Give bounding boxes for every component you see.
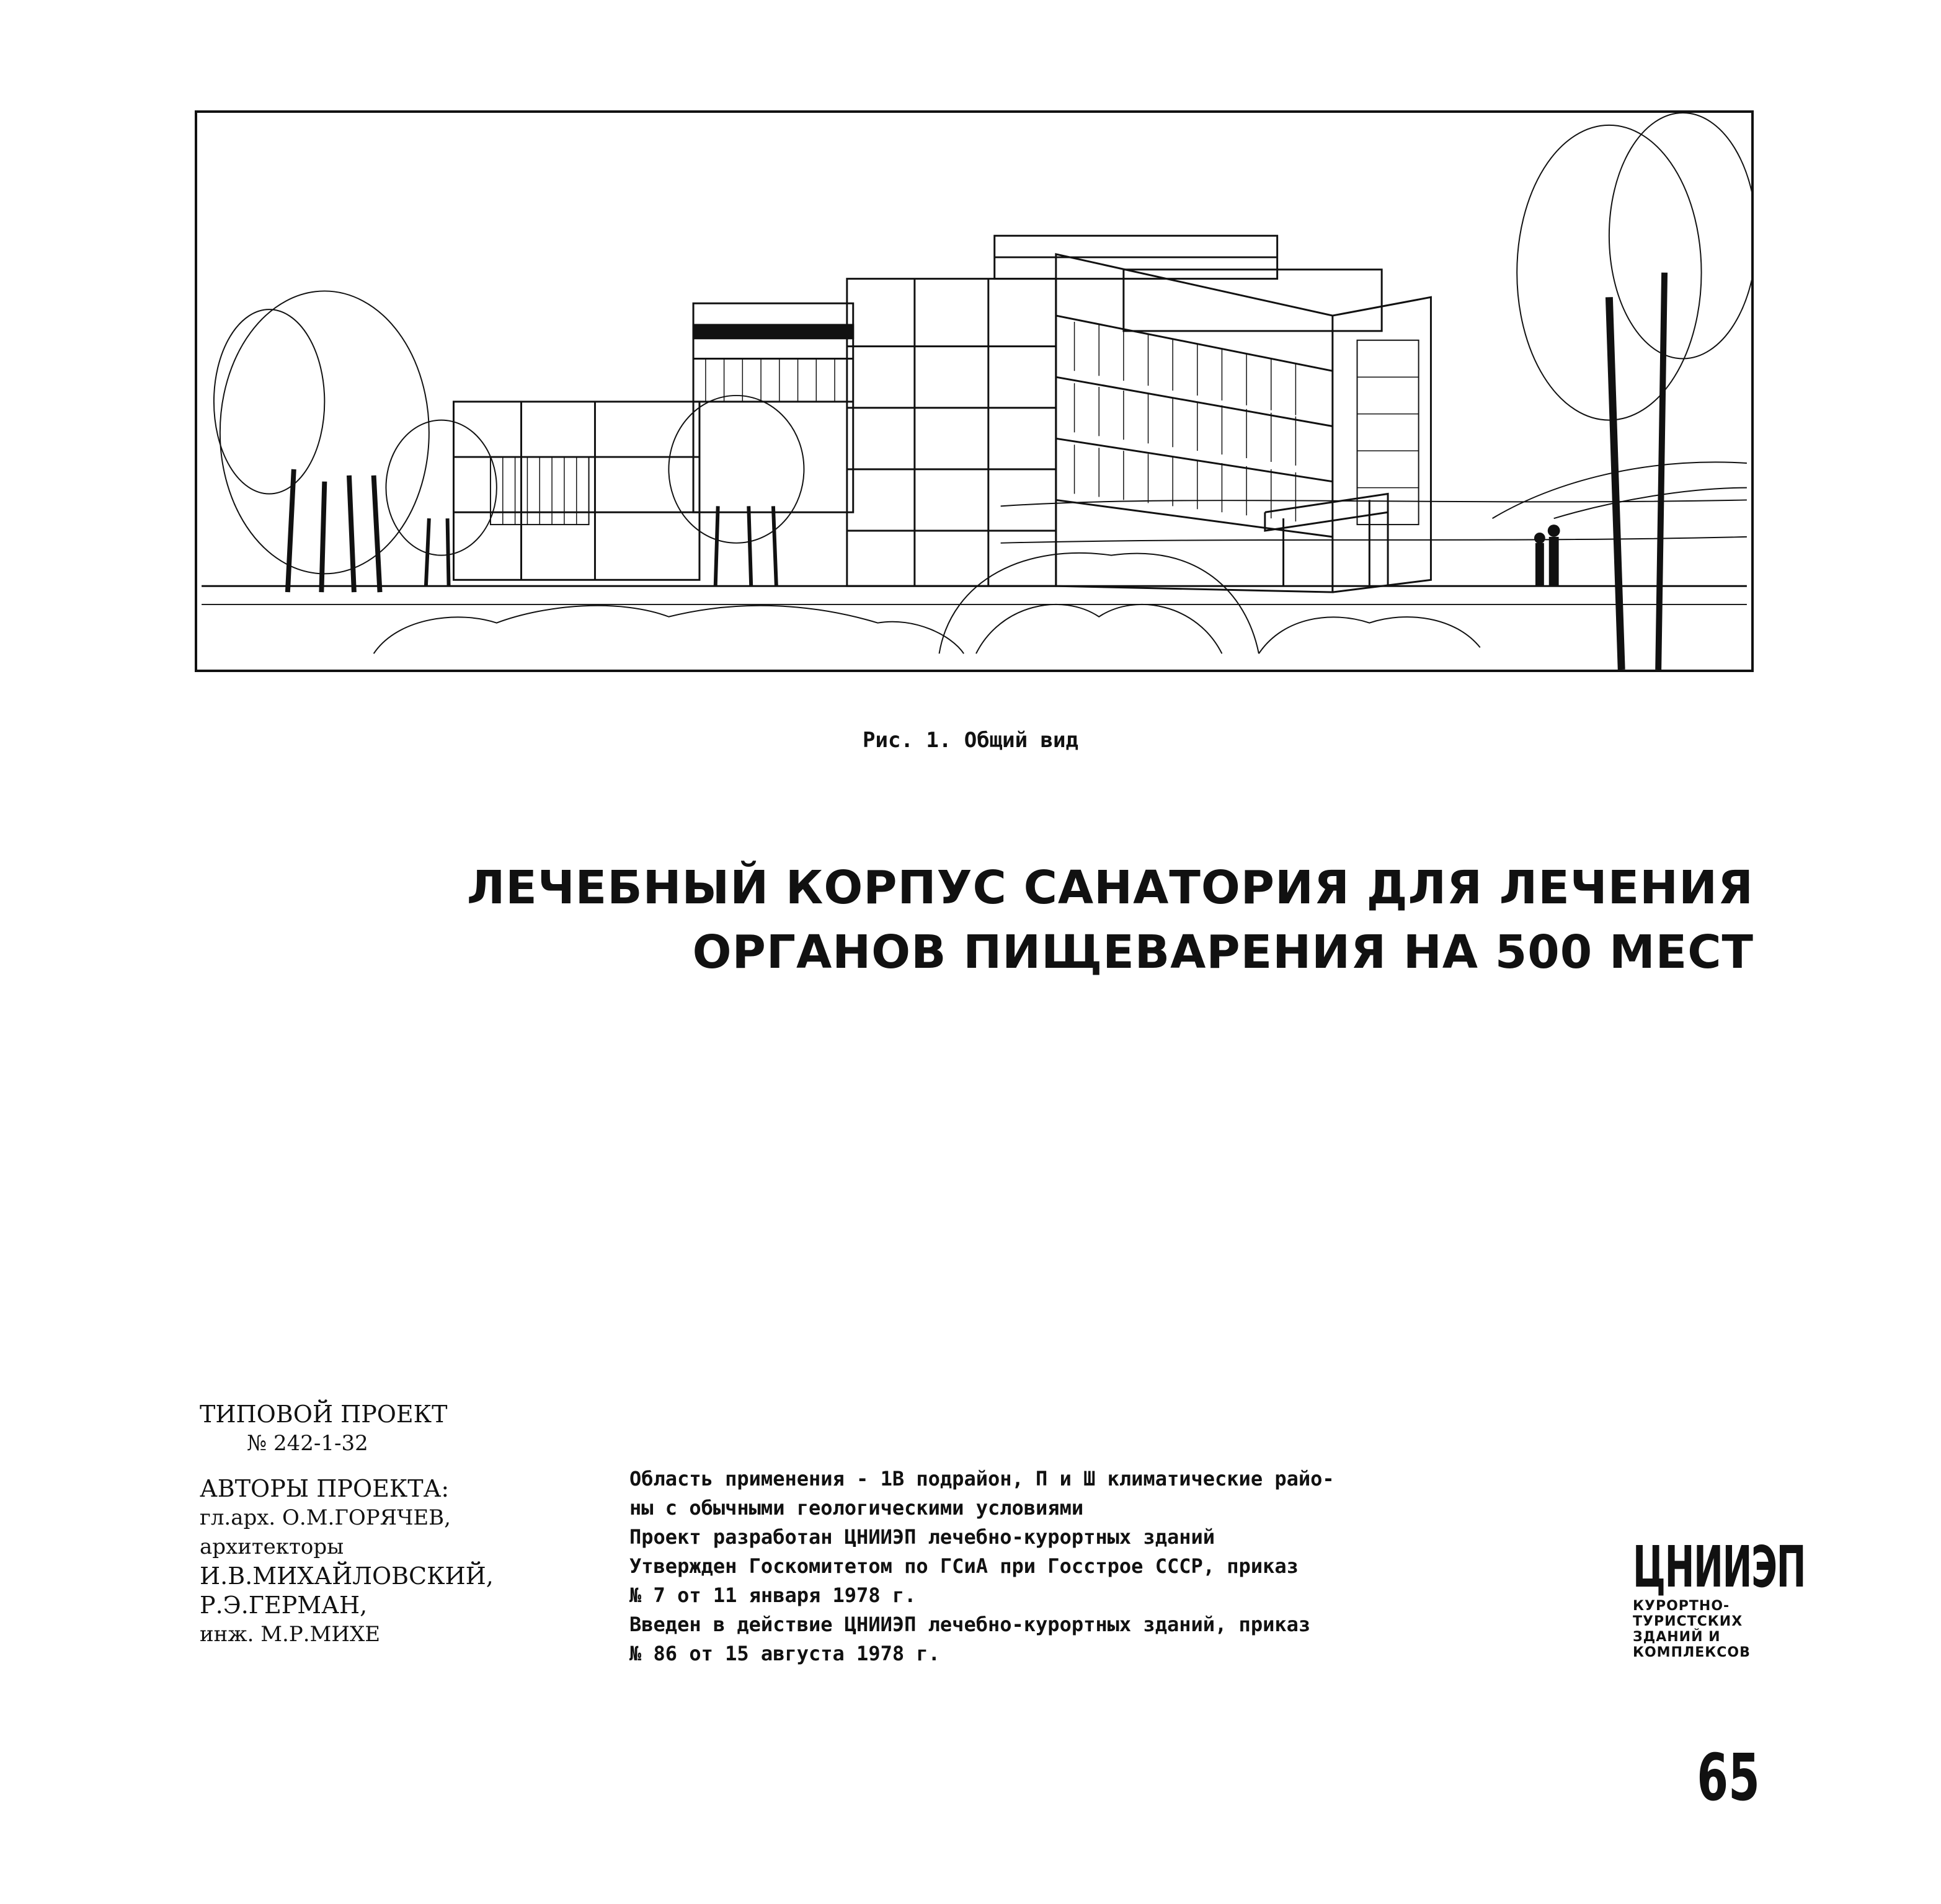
title-line-1: ЛЕЧЕБНЫЙ КОРПУС САНАТОРИЯ ДЛЯ ЛЕЧЕНИЯ bbox=[466, 861, 1754, 914]
project-label: ТИПОВОЙ ПРОЕКТ bbox=[200, 1401, 448, 1428]
title-line-2: ОРГАНОВ ПИЩЕВАРЕНИЯ НА 500 МЕСТ bbox=[692, 926, 1754, 979]
institute-logo bbox=[1633, 1534, 1806, 1660]
logo-sub: КОМПЛЕКСОВ bbox=[1633, 1645, 1751, 1660]
info-line: Область применения - 1В подрайон, П и Ш климатические райо- bbox=[629, 1467, 1335, 1490]
author-line: И.В.МИХАЙЛОВСКИЙ, bbox=[200, 1562, 494, 1590]
info-line: Утвержден Госкомитетом по ГСиА при Госстрое СССР, приказ bbox=[629, 1554, 1299, 1578]
logo-sub: ЗДАНИЙ И bbox=[1633, 1629, 1721, 1645]
project-meta bbox=[200, 1400, 522, 1649]
page-number: 65 bbox=[1697, 1740, 1760, 1815]
authors-label: АВТОРЫ ПРОЕКТА: bbox=[200, 1475, 450, 1502]
logo-main: ЦНИИЭП bbox=[1633, 1534, 1806, 1600]
logo-sub: ТУРИСТСКИХ bbox=[1633, 1614, 1743, 1629]
project-info bbox=[629, 1464, 1522, 1668]
author-line: гл.арх. О.М.ГОРЯЧЕВ, bbox=[200, 1505, 451, 1530]
info-line: № 86 от 15 августа 1978 г. bbox=[629, 1642, 940, 1665]
info-line: Проект разработан ЦНИИЭП лечебно-курортных зданий bbox=[629, 1525, 1215, 1549]
author-line: инж. М.Р.МИХЕ bbox=[200, 1622, 381, 1647]
info-line: № 7 от 11 января 1978 г. bbox=[629, 1583, 917, 1607]
building-illustration bbox=[195, 110, 1754, 672]
author-line: архитекторы bbox=[200, 1534, 344, 1559]
info-line: ны с обычными геологическими условиями bbox=[629, 1496, 1084, 1520]
project-number: № 242-1-32 bbox=[247, 1431, 368, 1456]
document-title bbox=[467, 856, 1754, 985]
info-line: Введен в действие ЦНИИЭП лечебно-курортных зданий, приказ bbox=[629, 1613, 1311, 1636]
logo-sub: КУРОРТНО- bbox=[1633, 1598, 1730, 1614]
author-line: Р.Э.ГЕРМАН, bbox=[200, 1592, 368, 1619]
figure-caption: Рис. 1. Общий вид bbox=[863, 728, 1078, 753]
